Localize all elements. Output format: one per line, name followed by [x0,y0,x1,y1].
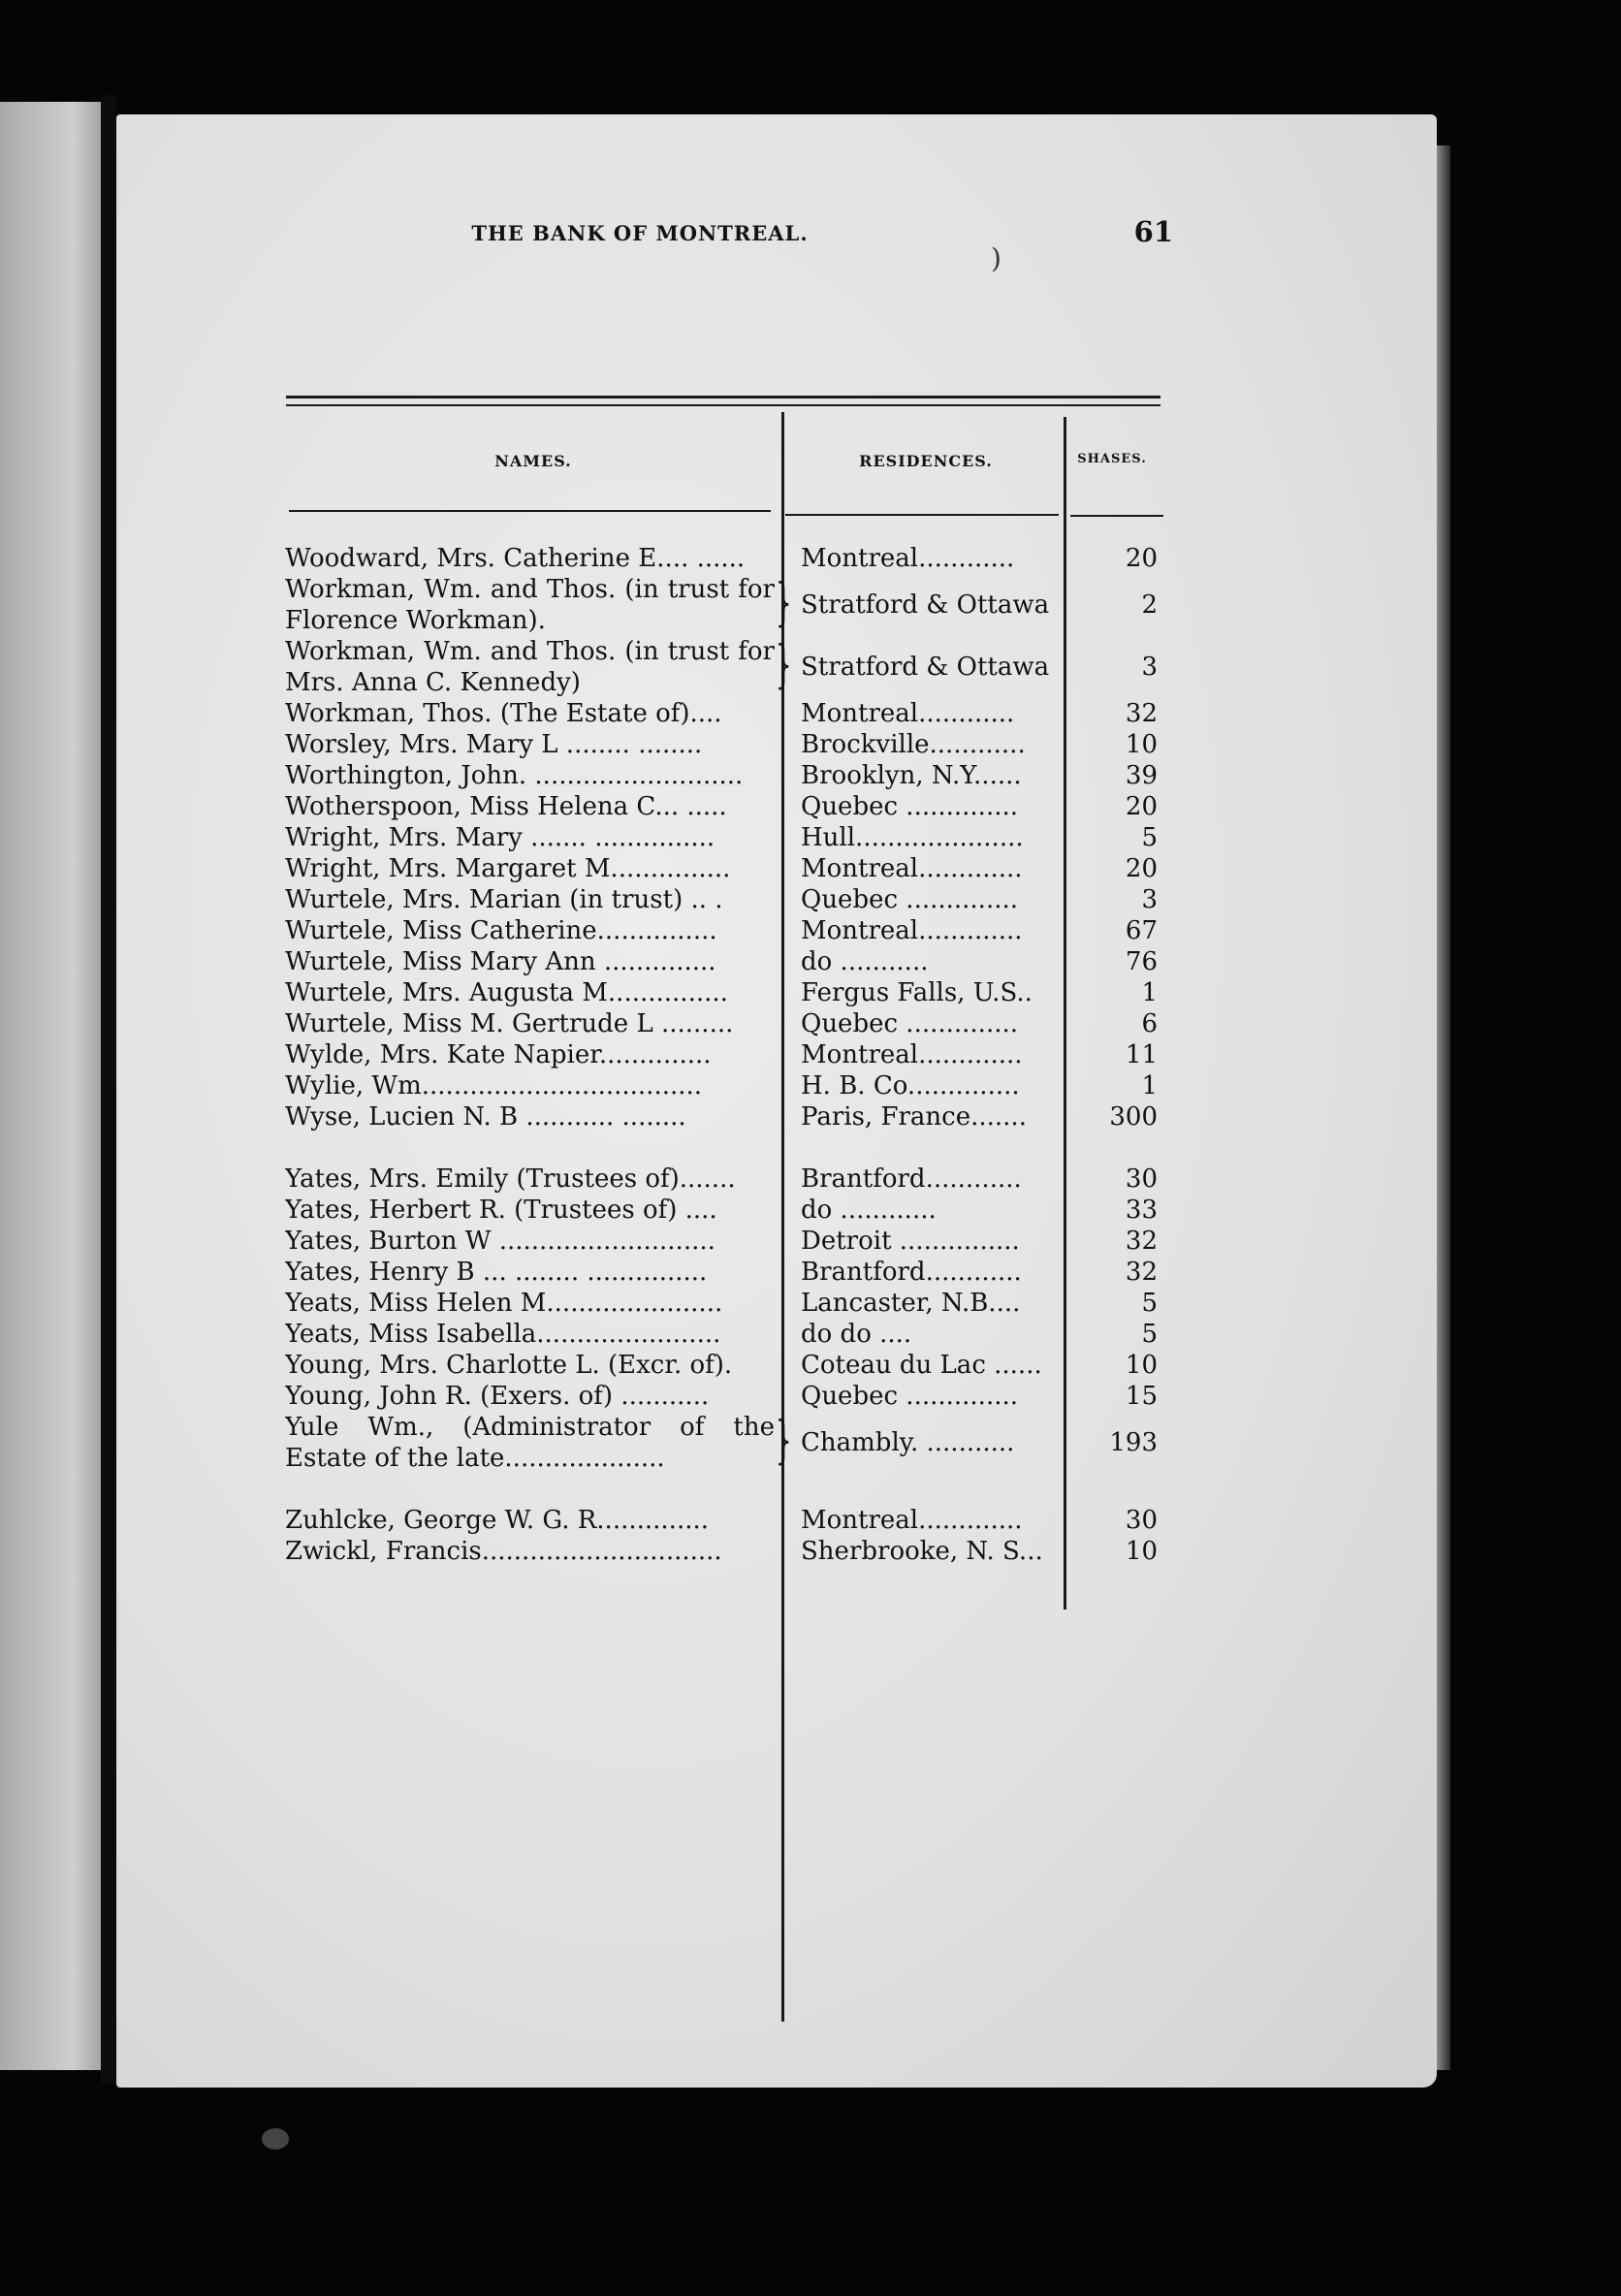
shareholder-residence: Quebec .............. [801,1382,1019,1411]
shareholder-list [281,543,1173,1567]
shareholder-row [281,1195,1173,1226]
shareholder-residence: Quebec .............. [801,885,1019,914]
brace-mark: } [776,1412,792,1470]
shareholder-row [281,1226,1173,1257]
shareholder-name: Yates, Mrs. Emily (Trustees of)....... [285,1164,736,1194]
shareholder-row [281,884,1173,915]
shareholder-row [281,543,1173,574]
shareholder-name: Zwickl, Francis.............................. [285,1537,722,1566]
book-spine [101,95,116,2083]
shareholder-residence: do do .... [801,1320,912,1349]
shareholder-name: Young, John R. (Exers. of) ........... [285,1382,710,1411]
shareholder-residence: Lancaster, N.B.... [801,1289,1021,1318]
shareholder-shares: 30 [1125,1164,1158,1194]
shareholder-shares: 32 [1125,1227,1158,1256]
shareholder-row [281,760,1173,791]
shareholder-shares: 5 [1141,1320,1158,1349]
shareholder-residence: Sherbrooke, N. S... [801,1537,1043,1566]
shareholder-residence: Quebec .............. [801,1009,1019,1038]
shareholder-residence: H. B. Co.............. [801,1071,1020,1100]
shareholder-residence: Fergus Falls, U.S.. [801,978,1033,1007]
shareholder-residence: Stratford & Ottawa [801,590,1050,620]
shareholder-shares: 76 [1125,947,1158,976]
shareholder-row [281,1288,1173,1319]
shareholder-shares: 32 [1125,1258,1158,1287]
shareholder-residence: Montreal............ [801,699,1015,728]
shareholder-name: Wurtele, Miss M. Gertrude L ......... [285,1009,734,1038]
shareholder-shares: 3 [1141,653,1158,682]
shareholder-residence: Montreal............. [801,916,1023,945]
shareholder-shares: 20 [1125,544,1158,573]
shareholder-name: Yule Wm., (Administrator of the Estate of the late.................... [285,1413,775,1473]
shareholder-name: Wurtele, Mrs. Marian (in trust) .. . [285,885,723,914]
shareholder-residence: Brantford............ [801,1164,1022,1194]
shareholder-row [281,1319,1173,1350]
shareholder-shares: 1 [1141,978,1158,1007]
shareholder-row [281,1039,1173,1070]
shareholder-row [281,1505,1173,1536]
header-rule-bottom [286,404,1160,406]
shareholder-shares: 32 [1125,699,1158,728]
shareholder-residence: Brantford............ [801,1258,1022,1287]
shareholder-row [281,946,1173,977]
ink-smudge [262,2128,289,2150]
shareholder-residence: Brooklyn, N.Y...... [801,761,1022,790]
shareholder-residence: Coteau du Lac ...... [801,1351,1042,1380]
shareholder-shares: 67 [1125,916,1158,945]
shareholder-shares: 39 [1125,761,1158,790]
shareholder-name: Wurtele, Miss Catherine............... [285,916,717,945]
shareholder-shares: 2 [1141,590,1158,620]
shareholder-shares: 193 [1109,1428,1158,1457]
shareholder-row [281,698,1173,729]
shareholder-shares: 6 [1141,1009,1158,1038]
column-rule-residences [785,514,1059,516]
shareholder-name: Wurtele, Mrs. Augusta M............... [285,978,728,1007]
shareholder-name: Worthington, John. .......................... [285,761,744,790]
shareholder-row [281,1350,1173,1381]
shareholder-shares: 15 [1125,1382,1158,1411]
brace-mark: } [776,636,792,694]
column-header-residences: RESIDENCES. [859,452,993,470]
shareholder-row [281,915,1173,946]
shareholder-row [281,1381,1173,1412]
shareholder-row [281,791,1173,822]
shareholder-shares: 20 [1125,854,1158,883]
shareholder-shares: 300 [1109,1102,1158,1132]
shareholder-name: Yeats, Miss Helen M...................... [285,1289,723,1318]
shareholder-row [281,1070,1173,1101]
shareholder-shares: 1 [1141,1071,1158,1100]
shareholder-residence: do ............ [801,1196,937,1225]
shareholder-name: Young, Mrs. Charlotte L. (Excr. of). [285,1351,733,1380]
shareholder-residence: Chambly. ........... [801,1428,1015,1457]
shareholder-shares: 5 [1141,823,1158,852]
running-head: THE BANK OF MONTREAL. [471,221,809,245]
shareholder-residence: Hull..................... [801,823,1024,852]
shareholder-shares: 11 [1125,1040,1158,1069]
column-rule-names [289,510,771,512]
shareholder-shares: 5 [1141,1289,1158,1318]
shareholder-row [281,729,1173,760]
shareholder-shares: 10 [1125,1537,1158,1566]
shareholder-name: Wurtele, Miss Mary Ann .............. [285,947,716,976]
shareholder-shares: 30 [1125,1506,1158,1535]
shareholder-row [281,1008,1173,1039]
shareholder-name: Woodward, Mrs. Catherine E.... ...... [285,544,746,573]
shareholder-name: Yates, Burton W ........................... [285,1227,715,1256]
shareholder-row [281,636,1173,698]
group-spacer [281,1474,1173,1505]
shareholder-residence: Montreal............. [801,1040,1023,1069]
column-header-shares: SHASES. [1077,452,1147,466]
group-spacer [281,1132,1173,1164]
shareholder-name: Zuhlcke, George W. G. R.............. [285,1506,709,1535]
shareholder-shares: 10 [1125,1351,1158,1380]
shareholder-residence: Montreal............. [801,1506,1023,1535]
shareholder-residence: Detroit ............... [801,1227,1020,1256]
shareholder-row [281,853,1173,884]
shareholder-row [281,1164,1173,1195]
shareholder-name: Wylde, Mrs. Kate Napier.............. [285,1040,712,1069]
brace-mark: } [776,574,792,632]
shareholder-name: Wright, Mrs. Margaret M............... [285,854,731,883]
shareholder-row [281,1257,1173,1288]
shareholder-residence: Quebec .............. [801,792,1019,821]
stray-mark: ) [991,242,1001,274]
shareholder-name: Worsley, Mrs. Mary L ........ ........ [285,730,703,759]
shareholder-residence: Montreal............. [801,854,1023,883]
shareholder-name: Wylie, Wm................................... [285,1071,703,1100]
shareholder-name: Wyse, Lucien N. B ........... ........ [285,1102,686,1132]
shareholder-row [281,1101,1173,1132]
shareholder-name: Wright, Mrs. Mary ....... ............... [285,823,715,852]
shareholder-residence: Paris, France....... [801,1102,1027,1132]
shareholder-name: Yates, Henry B ... ........ ............... [285,1258,708,1287]
shareholder-name: Workman, Thos. (The Estate of).... [285,699,722,728]
shareholder-row [281,574,1173,636]
shareholder-name: Yeats, Miss Isabella....................... [285,1320,721,1349]
shareholder-residence: Stratford & Ottawa [801,653,1050,682]
page-edge-shadow [1437,145,1450,2070]
page-number: 61 [1133,215,1173,248]
shareholder-residence: Montreal............ [801,544,1015,573]
shareholder-name: Wotherspoon, Miss Helena C... ..... [285,792,727,821]
shareholder-residence: Brockville............ [801,730,1026,759]
shareholder-shares: 3 [1141,885,1158,914]
shareholder-name: Workman, Wm. and Thos. (in trust for Mrs. Anna C. Kennedy) [285,637,775,697]
shareholder-name: Yates, Herbert R. (Trustees of) .... [285,1196,717,1225]
column-rule-shares [1070,515,1163,517]
shareholder-row [281,822,1173,853]
shareholder-row [281,1412,1173,1474]
shareholder-residence: do ........... [801,947,929,976]
shareholder-name: Workman, Wm. and Thos. (in trust for Florence Workman). [285,575,775,635]
shareholder-row [281,1536,1173,1567]
header-rule-top [286,396,1160,399]
shareholder-shares: 20 [1125,792,1158,821]
column-header-names: NAMES. [494,452,572,470]
shareholder-row [281,977,1173,1008]
shareholder-shares: 10 [1125,730,1158,759]
facing-page-edge [0,102,105,2070]
shareholder-shares: 33 [1125,1196,1158,1225]
